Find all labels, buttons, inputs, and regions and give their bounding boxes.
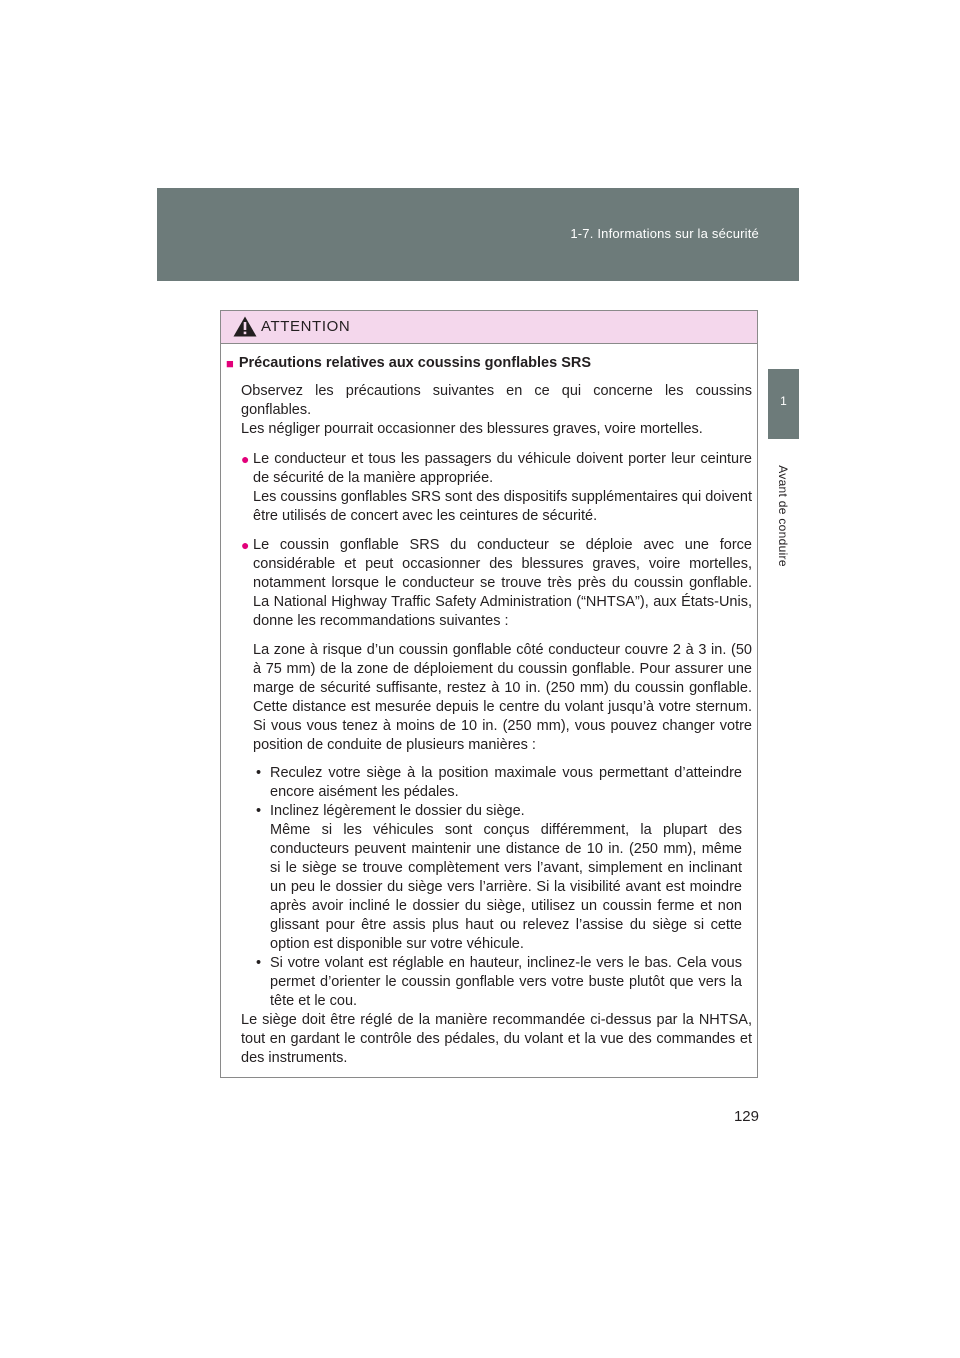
chapter-tab xyxy=(768,369,799,439)
list-item xyxy=(256,764,742,802)
adjustment-list xyxy=(226,764,752,1011)
point-text: Le conducteur et tous les passagers du véhicule doivent porter leur ceinture de sécurité de la manière appropriée. xyxy=(253,451,752,486)
list-item xyxy=(256,802,742,954)
precaution-point xyxy=(226,450,752,526)
nhtsa-recommendation: La zone à risque d’un coussin gonflable côté conducteur couvre 2 à 3 in. (50 à 75 mm) de la zone de déploiement du coussin gonflable. Pour assurer une marge de sécurité suffisante, restez à 10 in. (250 mm) du coussin gonflable. Cette distance est mesurée depuis le centre du volant jusqu’à votre sternum. Si vous vous tenez à moins de 10 in. (250 mm), vous pouvez changer votre position de conduite de plusieurs manières : xyxy=(253,642,752,753)
warning-title: ATTENTION xyxy=(261,318,351,335)
closing-paragraph: Le siège doit être réglé de la manière recommandée ci-dessus par la NHTSA, tout en gardant le contrôle des pédales, du volant et la vue des commandes et des instruments. xyxy=(241,1012,752,1066)
list-item-text: Même si les véhicules sont conçus différemment, la plupart des conducteurs peuvent maintenir une distance de 10 in. (250 mm), même si le siège se trouve complètement vers l’avant, simplement en inclinant un peu le dossier du siège vers l’arrière. Si la visibilité avant est moindre après avoir incliné le dossier du siège, utilisez un coussin ferme et non glissant pour être assis plus haut ou relevez l’assise du siège si cette option est disponible sur votre véhicule. xyxy=(270,822,742,952)
list-item-text: Si votre volant est réglable en hauteur, inclinez-le vers le bas. Cela vous permet d’orienter le coussin gonflable vers votre buste plutôt que vers la tête et le cou. xyxy=(270,955,742,1009)
bullet-mark: • xyxy=(256,955,262,971)
square-bullet-icon: ■ xyxy=(226,356,234,371)
chapter-title: Avant de conduire xyxy=(776,465,790,567)
warning-box xyxy=(220,310,758,1078)
bullet-mark: • xyxy=(256,803,262,819)
section-heading xyxy=(226,354,752,373)
circle-bullet-icon: ● xyxy=(241,451,250,467)
page-number: 129 xyxy=(733,1108,759,1125)
bullet-mark: • xyxy=(256,765,262,781)
intro-line: Les négliger pourrait occasionner des blessures graves, voire mortelles. xyxy=(241,421,703,437)
list-item-text: Inclinez légèrement le dossier du siège. xyxy=(270,803,525,819)
chapter-number: 1 xyxy=(780,394,787,408)
point-text: Le coussin gonflable SRS du conducteur se déploie avec une force considérable et peut occasionner des blessures graves, voire mortelles, notamment lorsque le conducteur se trouve très près du coussin gonflable. La National Highway Traffic Safety Administration (“NHTSA”), aux États-Unis, donne les recommandations suivantes : xyxy=(253,537,752,629)
point-text: Les coussins gonflables SRS sont des dispositifs supplémentaires qui doivent être utilisés de concert avec les ceintures de sécurité. xyxy=(253,489,752,524)
header-band xyxy=(157,188,799,281)
section-title: 1-7. Informations sur la sécurité xyxy=(570,226,759,241)
intro-line: Observez les précautions suivantes en ce qui concerne les coussins gonflables. xyxy=(241,383,752,418)
warning-triangle-icon xyxy=(233,316,257,337)
precaution-point xyxy=(226,536,752,631)
intro-paragraph xyxy=(226,382,752,439)
section-heading-text: Précautions relatives aux coussins gonflables SRS xyxy=(238,355,592,371)
warning-header xyxy=(221,311,757,344)
list-item xyxy=(256,954,742,1011)
list-item-text: Reculez votre siège à la position maximale vous permettant d’atteindre encore aisément les pédales. xyxy=(270,765,742,800)
warning-body xyxy=(221,344,757,1068)
circle-bullet-icon: ● xyxy=(241,537,250,553)
